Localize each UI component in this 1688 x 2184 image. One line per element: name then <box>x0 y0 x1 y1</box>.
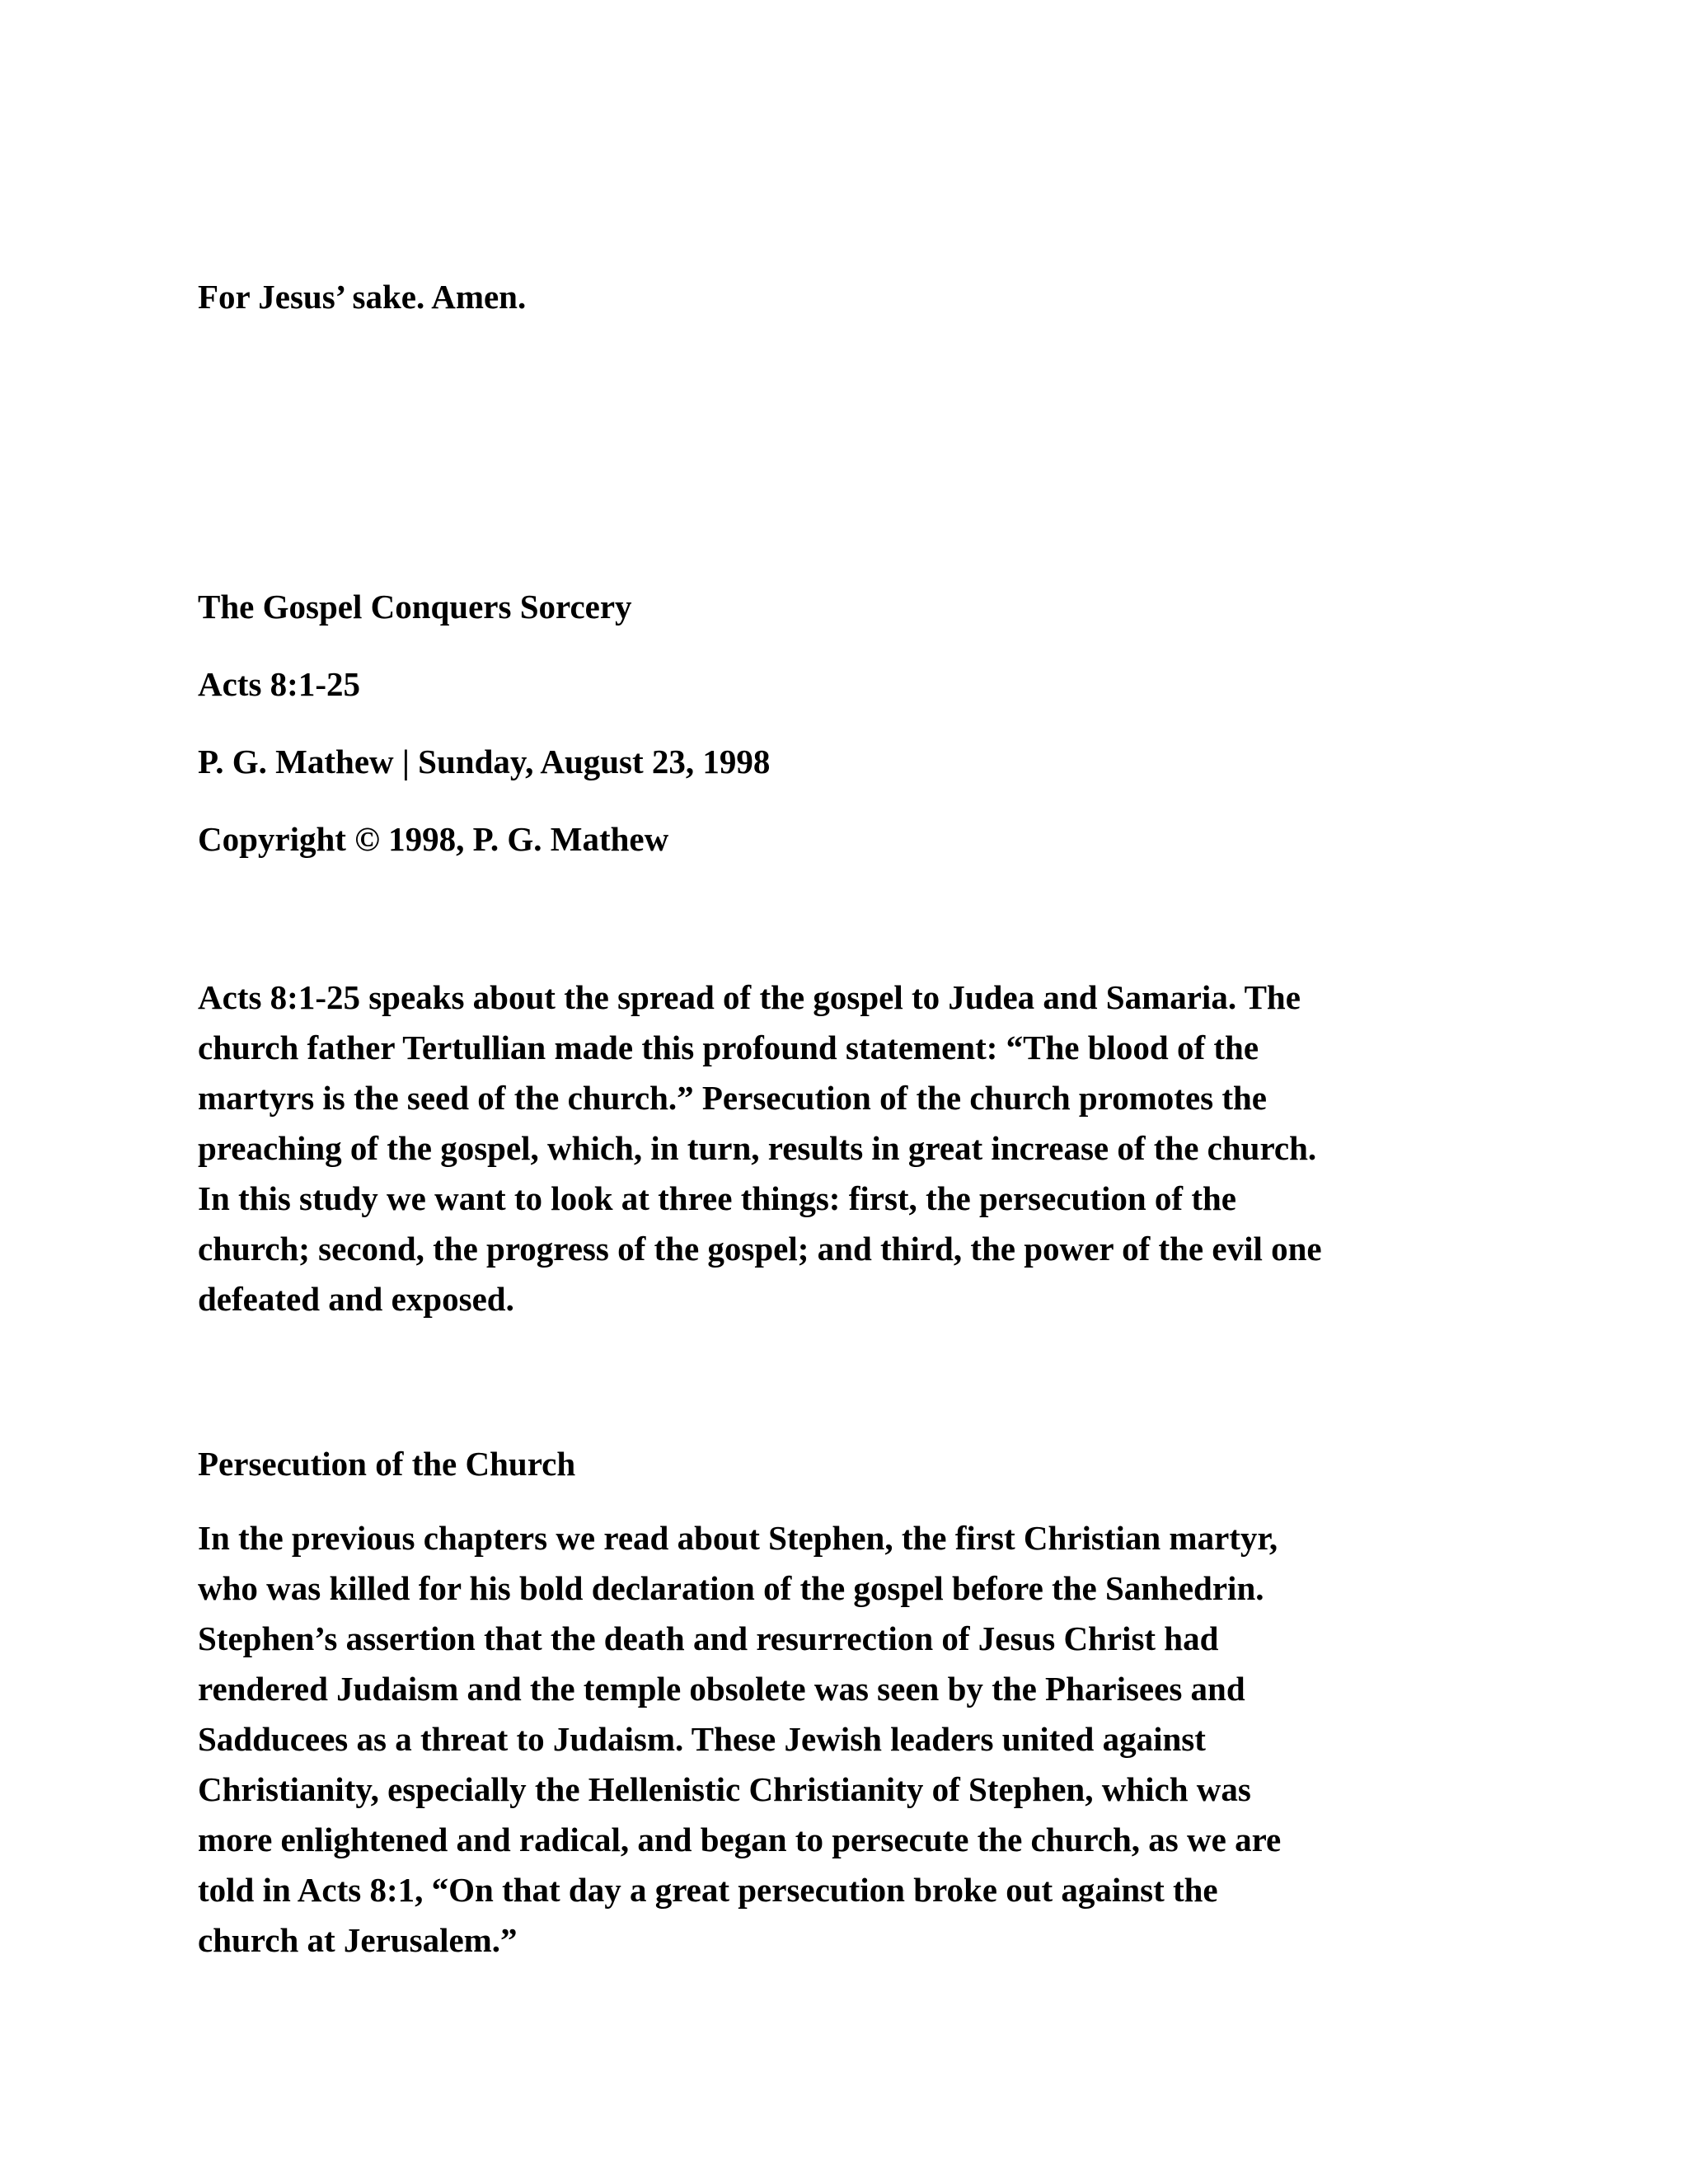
sermon-passage: Acts 8:1-25 <box>198 665 360 703</box>
paragraph-line: In the previous chapters we read about Stephen, the first Christian martyr, <box>198 1519 1278 1557</box>
closing-line: For Jesus’ sake. Amen. <box>198 278 527 316</box>
sermon-title: The Gospel Conquers Sorcery <box>198 588 632 626</box>
paragraph-line: defeated and exposed. <box>198 1280 514 1318</box>
paragraph-line: told in Acts 8:1, “On that day a great persecution broke out against the <box>198 1871 1218 1909</box>
intro-paragraph <box>198 972 1517 1324</box>
paragraph-line: Sadducees as a threat to Judaism. These Jewish leaders united against <box>198 1720 1206 1758</box>
paragraph-line: Christianity, especially the Hellenistic Christianity of Stephen, which was <box>198 1770 1251 1808</box>
section-heading: Persecution of the Church <box>198 1445 576 1483</box>
paragraph-line: preaching of the gospel, which, in turn, results in great increase of the church. <box>198 1129 1317 1167</box>
paragraph-line: martyrs is the seed of the church.” Persecution of the church promotes the <box>198 1079 1268 1117</box>
paragraph-line: who was killed for his bold declaration of the gospel before the Sanhedrin. <box>198 1569 1264 1607</box>
paragraph-line: Stephen’s assertion that the death and resurrection of Jesus Christ had <box>198 1619 1219 1657</box>
paragraph-line: church father Tertullian made this profound statement: “The blood of the <box>198 1029 1259 1066</box>
section-paragraph <box>198 1513 1517 1966</box>
sermon-byline: P. G. Mathew | Sunday, August 23, 1998 <box>198 743 771 780</box>
paragraph-line: In this study we want to look at three things: first, the persecution of the <box>198 1179 1236 1217</box>
paragraph-line: more enlightened and radical, and began to persecute the church, as we are <box>198 1821 1282 1858</box>
paragraph-line: Acts 8:1-25 speaks about the spread of the gospel to Judea and Samaria. The <box>198 978 1301 1016</box>
copyright-line: Copyright © 1998, P. G. Mathew <box>198 820 669 858</box>
paragraph-line: church at Jerusalem.” <box>198 1921 518 1959</box>
paragraph-line: rendered Judaism and the temple obsolete was seen by the Pharisees and <box>198 1670 1245 1708</box>
paragraph-line: church; second, the progress of the gospel; and third, the power of the evil one <box>198 1230 1322 1268</box>
